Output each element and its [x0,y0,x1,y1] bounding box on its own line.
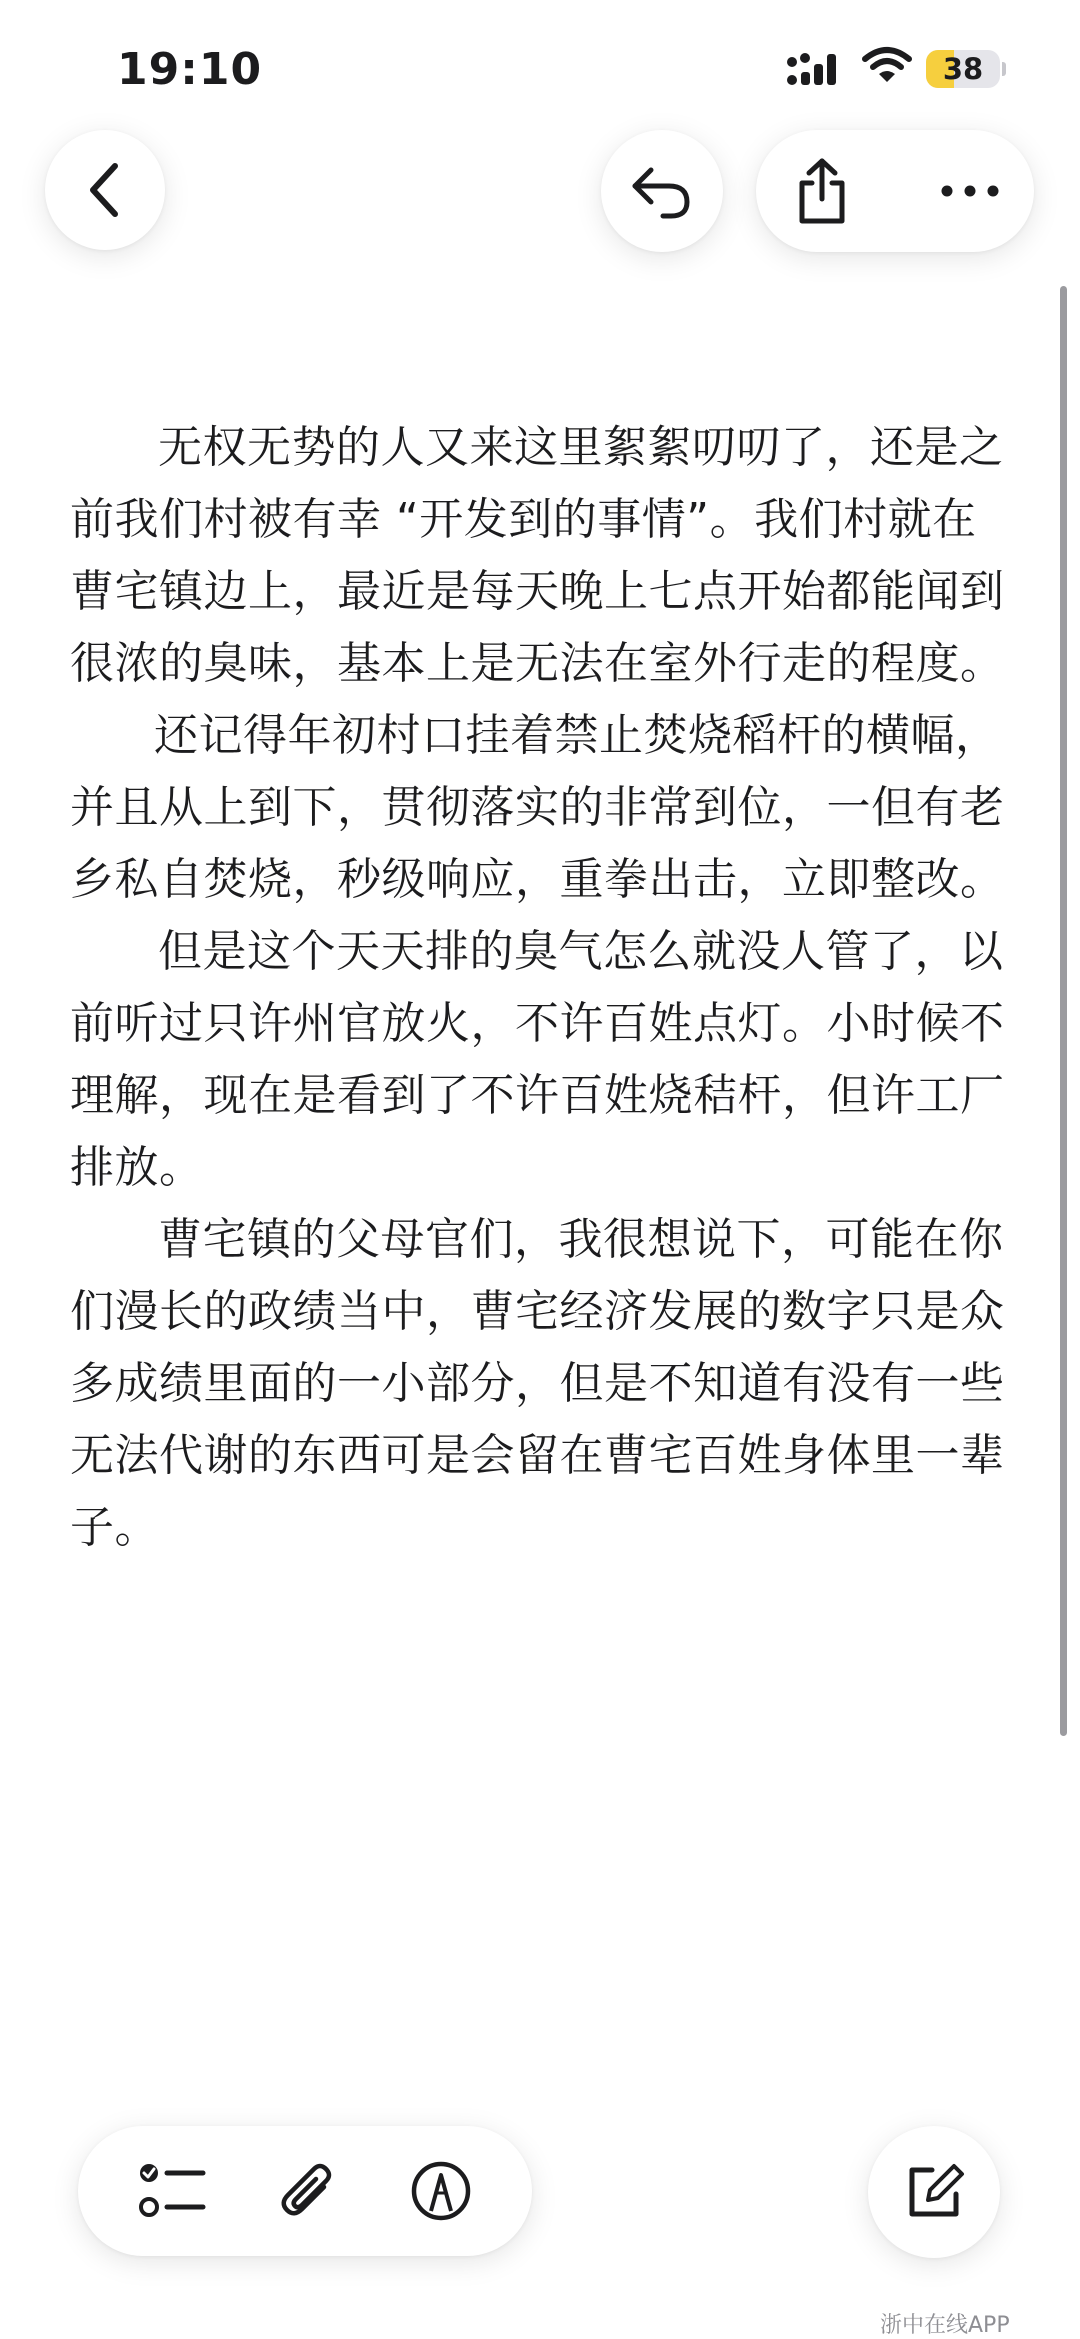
note-paragraph: 曹宅镇的父母官们，我很想说下，可能在你们漫长的政绩当中，曹宅经济发展的数字只是众多成绩里面的一小部分，但是不知道有没有一些无法代谢的东西可是会留在曹宅百姓身体里一辈子。 [70,1214,1005,1553]
compose-icon [902,2160,966,2224]
status-bar [0,0,1080,130]
note-body[interactable] [70,412,1010,1564]
battery-cap [1002,62,1006,76]
battery-indicator [926,50,1000,88]
note-paragraph: 但是这个天天排的臭气怎么就没人管了，以前听过只许州官放火，不许百姓点灯。小时候不理解，现在是看到了不许百姓烧秸杆，但许工厂排放。 [70,926,1005,1193]
battery-level: 38 [942,52,984,86]
undo-button[interactable] [601,130,723,252]
back-chevron-icon [85,160,125,220]
checklist-button[interactable] [137,2159,207,2223]
markup-icon [409,2159,473,2223]
wifi-icon [862,46,912,86]
back-button[interactable] [45,130,165,250]
undo-icon [629,162,695,220]
cellular-signal-icon [786,50,842,86]
compose-button[interactable] [868,2126,1000,2258]
more-button[interactable] [940,184,1000,198]
watermark: 浙中在线APP [880,2313,1010,2338]
share-icon [792,157,852,225]
status-time: 19:10 [117,44,263,95]
share-more-group [756,130,1034,252]
checklist-icon [137,2159,207,2223]
scrollbar[interactable] [1060,286,1067,1736]
attachment-icon [278,2157,338,2225]
more-icon [940,184,1000,198]
markup-button[interactable] [409,2159,473,2223]
note-paragraph: 无权无势的人又来这里絮絮叨叨了，还是之前我们村被有幸 “开发到的事情”。我们村就在曹宅镇边上，最近是每天晚上七点开始都能闻到很浓的臭味，基本上是无法在室外行走的程度。 [70,422,1005,689]
attachment-button[interactable] [278,2157,338,2225]
share-button[interactable] [792,157,852,225]
note-paragraph: 还记得年初村口挂着禁止焚烧稻杆的横幅，并且从上到下，贯彻落实的非常到位，一但有老乡私自焚烧，秒级响应，重拳出击，立即整改。 [70,710,1005,905]
bottom-toolbar [78,2126,532,2256]
